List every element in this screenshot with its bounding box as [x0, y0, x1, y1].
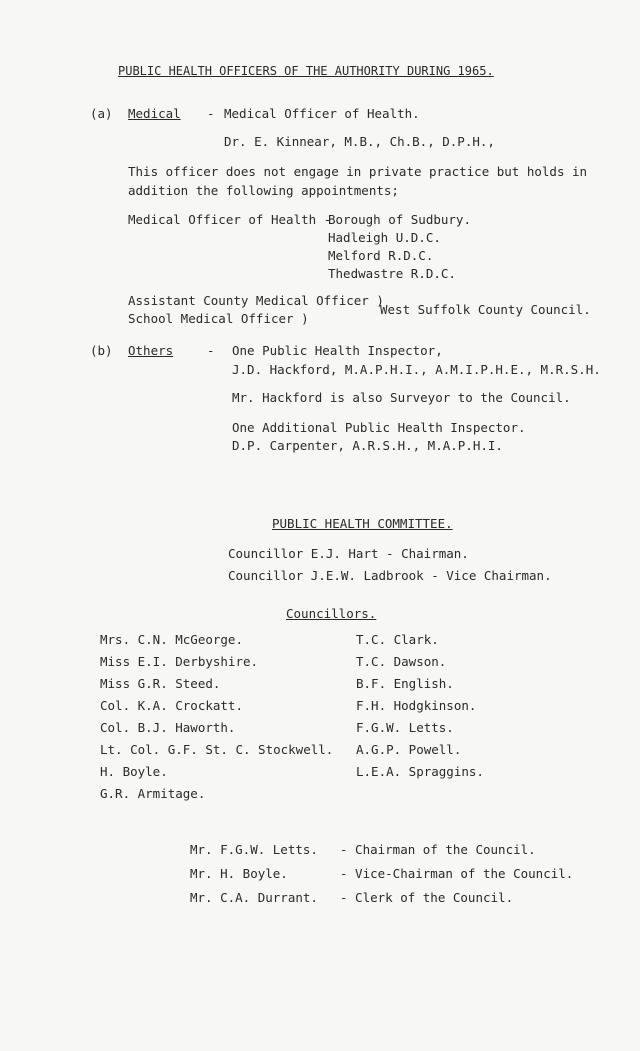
list-item: H. Boyle. — [100, 764, 168, 779]
county-council: West Suffolk County Council. — [380, 302, 591, 317]
officer-name: Mr. H. Boyle. — [190, 866, 288, 881]
list-item: L.E.A. Spraggins. — [356, 764, 484, 779]
list-item: B.F. English. — [356, 676, 454, 691]
list-item: G.R. Armitage. — [100, 786, 206, 801]
others-line4: One Additional Public Health Inspector. — [232, 420, 526, 435]
officer-role: - Vice-Chairman of the Council. — [340, 866, 574, 881]
officer-role: - Chairman of the Council. — [340, 842, 536, 857]
medical-officer-name: Dr. E. Kinnear, M.B., Ch.B., D.P.H., — [224, 134, 495, 149]
assistant-line1: Assistant County Medical Officer ) — [128, 293, 384, 308]
assistant-line2: School Medical Officer ) — [128, 311, 309, 326]
list-item: Miss G.R. Steed. — [100, 676, 221, 691]
medical-role: Medical Officer of Health. — [224, 106, 420, 121]
committee-chairman: Councillor E.J. Hart - Chairman. — [228, 546, 469, 561]
section-a-label: (a) — [90, 106, 113, 121]
others-line2: J.D. Hackford, M.A.P.H.I., A.M.I.P.H.E., M.R.S.H. — [232, 362, 601, 377]
moh-label: Medical Officer of Health - — [128, 212, 332, 227]
committee-vice-chairman: Councillor J.E.W. Ladbrook - Vice Chairman. — [228, 568, 552, 583]
list-item: Mrs. C.N. McGeorge. — [100, 632, 243, 647]
district-3: Melford R.D.C. — [328, 248, 434, 263]
list-item: Col. B.J. Haworth. — [100, 720, 236, 735]
officer-name: Mr. F.G.W. Letts. — [190, 842, 318, 857]
list-item: Miss E.I. Derbyshire. — [100, 654, 259, 669]
section-b-title: Others — [128, 343, 174, 358]
list-item: F.G.W. Letts. — [356, 720, 454, 735]
others-line3: Mr. Hackford is also Surveyor to the Council. — [232, 390, 571, 405]
councillors-heading: Councillors. — [286, 606, 377, 621]
councillors-left-list — [100, 630, 333, 806]
district-4: Thedwastre R.D.C. — [328, 266, 456, 281]
page-heading: PUBLIC HEALTH OFFICERS OF THE AUTHORITY DURING 1965. — [118, 64, 494, 78]
list-item: Col. K.A. Crockatt. — [100, 698, 243, 713]
committee-heading: PUBLIC HEALTH COMMITTEE. — [272, 516, 453, 531]
list-item: T.C. Dawson. — [356, 654, 447, 669]
section-a-dash: - — [207, 106, 215, 121]
section-b-label: (b) — [90, 343, 113, 358]
section-b-dash: - — [207, 343, 215, 358]
list-item: Lt. Col. G.F. St. C. Stockwell. — [100, 742, 334, 757]
officer-name: Mr. C.A. Durrant. — [190, 890, 318, 905]
list-item: T.C. Clark. — [356, 632, 439, 647]
medical-note-line2: addition the following appointments; — [128, 183, 399, 198]
councillors-right-list — [356, 630, 484, 784]
list-item: A.G.P. Powell. — [356, 742, 462, 757]
district-2: Hadleigh U.D.C. — [328, 230, 441, 245]
district-1: Borough of Sudbury. — [328, 212, 471, 227]
medical-note-line1: This officer does not engage in private practice but holds in — [128, 164, 588, 179]
list-item: F.H. Hodgkinson. — [356, 698, 477, 713]
others-line1: One Public Health Inspector, — [232, 343, 443, 358]
officer-role: - Clerk of the Council. — [340, 890, 514, 905]
section-a-title: Medical — [128, 106, 181, 121]
others-line5: D.P. Carpenter, A.R.S.H., M.A.P.H.I. — [232, 438, 503, 453]
